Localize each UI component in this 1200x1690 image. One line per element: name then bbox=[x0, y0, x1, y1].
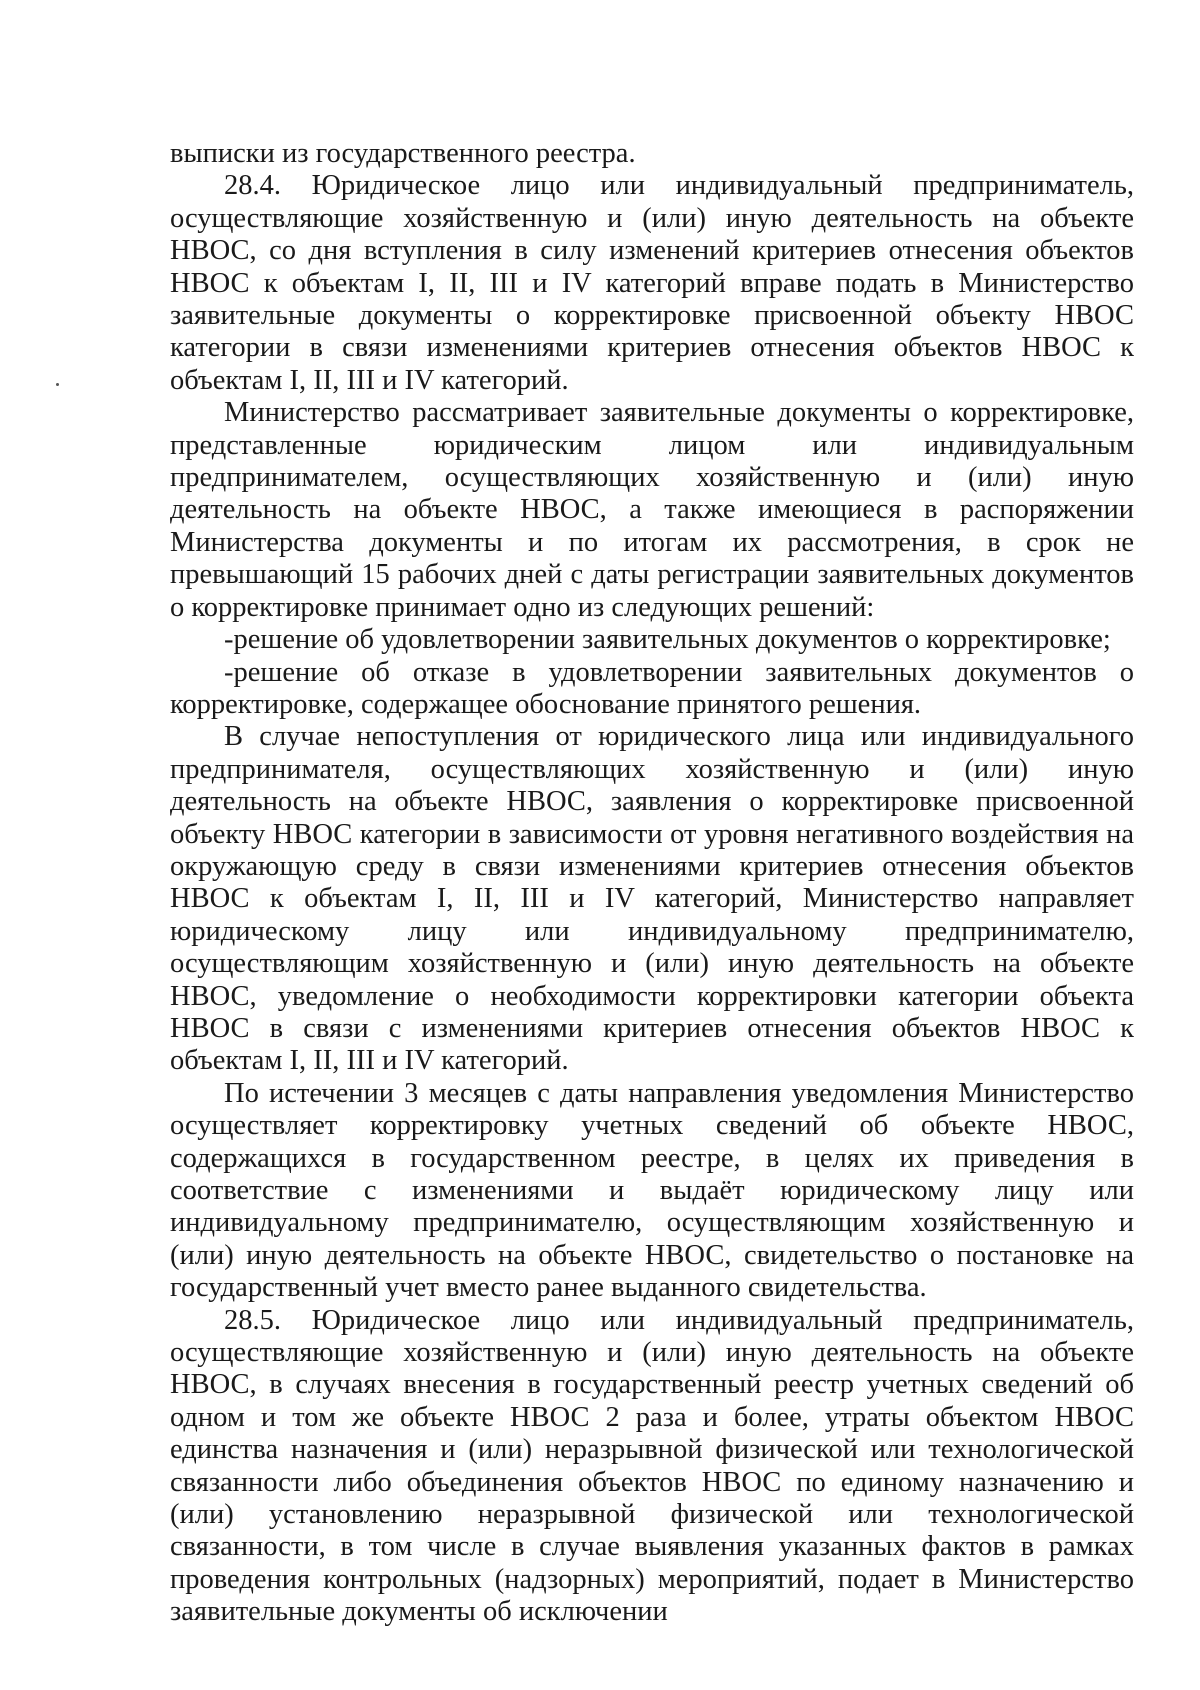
decision-option-approve: -решение об удовлетворении заявительных документов о корректировке; bbox=[224, 624, 1111, 656]
paragraph-three-months: По истечении 3 месяцев с даты направления уведомления Министерство осуществляет корректировку учетных сведений об объекте НВОС, содержащихся в государственном реестре, в целях их приведения в соответствие с изменениями и выдаёт юридическому лицу или индивидуальному предпринимателю, осуществляющим хозяйственную и (или) иную деятельность на объекте НВОС, свидетельство о постановке на государственный учет вместо ранее выданного свидетельства. bbox=[170, 1077, 1134, 1304]
paragraph-ministry-review: Министерство рассматривает заявительные документы о корректировке, представленные юридическим лицом или индивидуальным предпринимателем, осуществляющих хозяйственную и (или) иную деятельность на объекте НВОС, а также имеющиеся в распоряжении Министерства документы и по итогам их рассмотрения, в срок не превышающий 15 рабочих дней с даты регистрации заявительных документов о корректировке принимает одно из следующих решений: bbox=[170, 397, 1134, 623]
decision-option-refuse: -решение об отказе в удовлетворении заявительных документов о корректировке, содержащее обоснование принятого решения. bbox=[170, 656, 1134, 720]
paragraph-no-application: В случае непоступления от юридического лица или индивидуального предпринимателя, осуществляющих хозяйственную и (или) иную деятельность на объекте НВОС, заявления о корректировке присвоенной объекту НВОС категории в зависимости от уровня негативного воздействия на окружающую среду в связи изменениями критериев отнесения объектов НВОС к объектам I, II, III и IV категорий, Министерство направляет юридическому лицу или индивидуальному предпринимателю, осуществляющим хозяйственную и (или) иную деятельность на объекте НВОС, уведомление о необходимости корректировки категории объекта НВОС в связи с изменениями критериев отнесения объектов НВОС к объектам I, II, III и IV категорий. bbox=[170, 721, 1134, 1077]
paragraph-continuation: выписки из государственного реестра. bbox=[170, 138, 636, 169]
document-body bbox=[170, 138, 1134, 1629]
scan-speck bbox=[56, 383, 59, 386]
paragraph-28-4: 28.4. Юридическое лицо или индивидуальный предприниматель, осуществляющие хозяйственную и (или) иную деятельность на объекте НВОС, со дня вступления в силу изменений критериев отнесения объектов НВОС к объектам I, II, III и IV категорий вправе подать в Министерство заявительные документы о корректировке присвоенной объекту НВОС категории в связи изменениями критериев отнесения объектов НВОС к объектам I, II, III и IV категорий. bbox=[170, 170, 1134, 396]
paragraph-28-5: 28.5. Юридическое лицо или индивидуальный предприниматель, осуществляющие хозяйственную и (или) иную деятельность на объекте НВОС, в случаях внесения в государственный реестр учетных сведений об одном и том же объекте НВОС 2 раза и более, утраты объектом НВОС единства назначения и (или) неразрывной физической или технологической связанности либо объединения объектов НВОС по единому назначению и (или) установлению неразрывной физической или технологической связанности, в том числе в случае выявления указанных фактов в рамках проведения контрольных (надзорных) мероприятий, подает в Министерство заявительные документы об исключении bbox=[170, 1304, 1134, 1628]
